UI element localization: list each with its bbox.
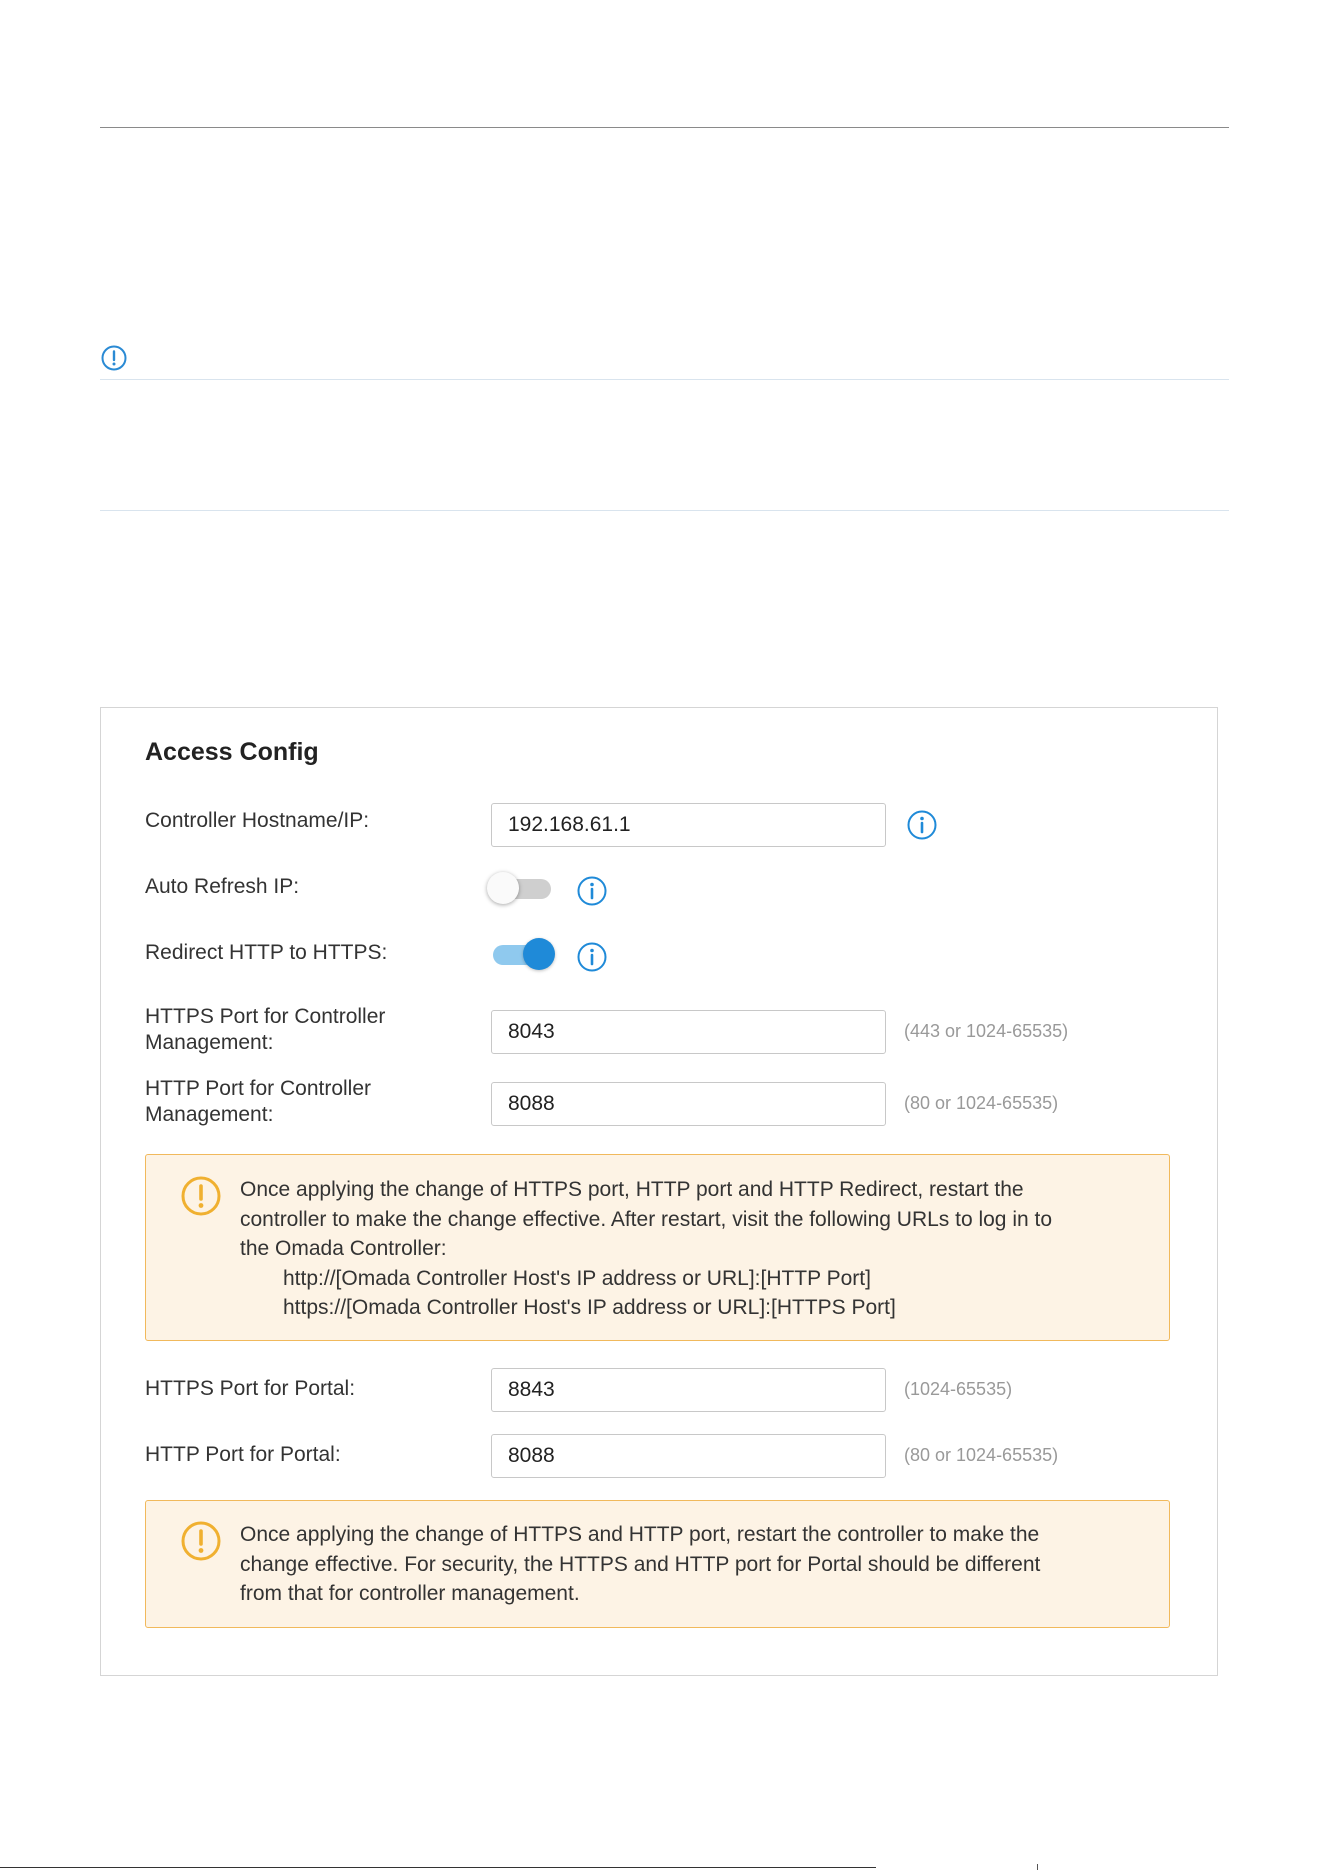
warning-line: Once applying the change of HTTPS and HTTP port, restart the controller to make the: [240, 1523, 1040, 1546]
panel-title: Access Config: [145, 738, 319, 766]
info-icon[interactable]: [576, 941, 608, 973]
warning-line: the Omada Controller:: [240, 1237, 447, 1260]
https-mgmt-range-hint: (443 or 1024-65535): [904, 1021, 1069, 1041]
warning-line: controller to make the change effective. After restart, visit the following URLs to log in to: [240, 1207, 1053, 1231]
auto-refresh-label: Auto Refresh IP:: [145, 875, 300, 898]
warning-text: [240, 1520, 1139, 1609]
https-portal-range-hint: (1024-65535): [904, 1379, 1013, 1399]
access-config-panel: [100, 707, 1218, 1676]
exclamation-circle-icon: [100, 344, 128, 372]
note-divider-bottom: [100, 510, 1229, 511]
http-portal-label: HTTP Port for Portal:: [145, 1443, 341, 1466]
warning-line: Once applying the change of HTTPS port, HTTP port and HTTP Redirect, restart the: [240, 1178, 1024, 1201]
warning-icon: [180, 1175, 222, 1217]
warning-text: [240, 1175, 1139, 1323]
https-mgmt-label: [145, 1004, 445, 1056]
https-mgmt-port-input[interactable]: 8043: [491, 1010, 886, 1054]
portal-port-warning-box: [145, 1500, 1170, 1628]
redirect-toggle[interactable]: [487, 936, 557, 972]
restart-warning-box: [145, 1154, 1170, 1341]
http-mgmt-label-line1: HTTP Port for Controller: [145, 1077, 372, 1100]
auto-refresh-toggle[interactable]: [487, 870, 557, 906]
https-portal-port-input[interactable]: 8843: [491, 1368, 886, 1412]
toggle-knob: [523, 938, 555, 970]
note-divider-top: [100, 379, 1229, 380]
http-mgmt-port-input[interactable]: 8088: [491, 1082, 886, 1126]
info-icon[interactable]: [576, 875, 608, 907]
info-icon[interactable]: [906, 809, 938, 841]
footer-rule: [0, 1867, 876, 1868]
http-portal-range-hint: (80 or 1024-65535): [904, 1445, 1059, 1465]
warning-line: change effective. For security, the HTTPS and HTTP port for Portal should be different: [240, 1552, 1041, 1576]
http-url-format: http://[Omada Controller Host's IP address or URL]:[HTTP Port]: [283, 1266, 871, 1290]
top-divider: [100, 127, 1229, 128]
http-mgmt-range-hint: (80 or 1024-65535): [904, 1093, 1059, 1113]
https-mgmt-label-line2: Management:: [145, 1031, 274, 1054]
warning-line: from that for controller management.: [240, 1582, 580, 1605]
footer-mark: [1037, 1864, 1041, 1870]
warning-icon: [180, 1520, 222, 1562]
redirect-label: Redirect HTTP to HTTPS:: [145, 941, 388, 964]
hostname-input[interactable]: 192.168.61.1: [491, 803, 886, 847]
http-mgmt-label: [145, 1076, 445, 1128]
https-url-format: https://[Omada Controller Host's IP address or URL]:[HTTPS Port]: [283, 1296, 896, 1319]
https-portal-label: HTTPS Port for Portal:: [145, 1377, 356, 1400]
https-mgmt-label-line1: HTTPS Port for Controller: [145, 1005, 386, 1028]
http-portal-port-input[interactable]: 8088: [491, 1434, 886, 1478]
toggle-knob: [487, 872, 519, 904]
hostname-label: Controller Hostname/IP:: [145, 809, 370, 832]
http-mgmt-label-line2: Management:: [145, 1103, 274, 1126]
